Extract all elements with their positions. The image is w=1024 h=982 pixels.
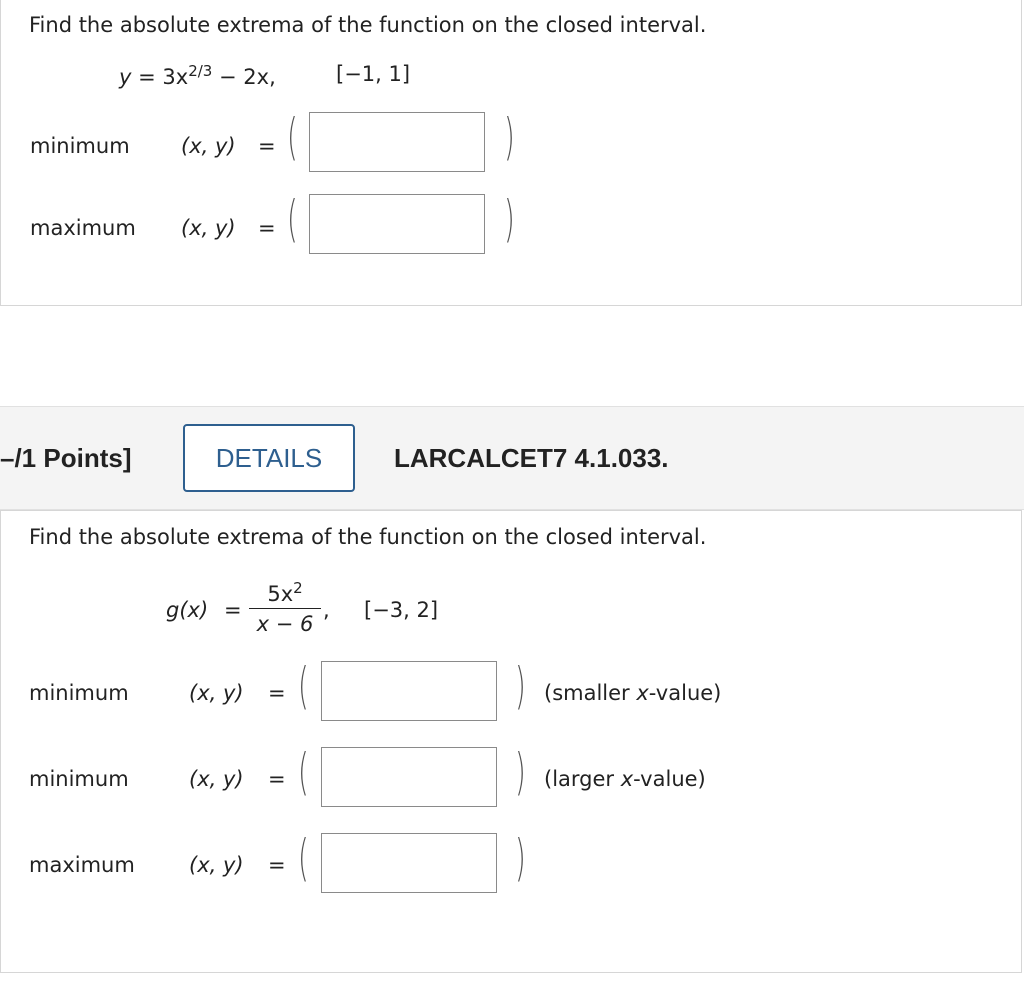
problem-2-fraction: $5x^2$ x − 6 bbox=[249, 579, 321, 636]
open-paren-icon: ( bbox=[298, 743, 309, 801]
problem-2-row-2-label: minimum bbox=[29, 767, 129, 791]
close-paren-icon: ) bbox=[515, 743, 526, 801]
problem-1-row-1-equals: = bbox=[258, 134, 276, 158]
open-paren-icon: ( bbox=[287, 108, 298, 166]
problem-1-minimum-input[interactable] bbox=[309, 112, 485, 172]
problem-1-row-2-equals: = bbox=[258, 216, 276, 240]
problem-2-minimum-smaller-input[interactable] bbox=[321, 661, 497, 721]
open-paren-icon: ( bbox=[298, 829, 309, 887]
problem-1-row-1-xy: (x, y) bbox=[181, 134, 236, 158]
problem-1-row-2-label: maximum bbox=[30, 216, 136, 240]
problem-1-prompt: Find the absolute extrema of the function on the closed interval. bbox=[29, 13, 707, 37]
problem-1-row-1-label: minimum bbox=[30, 134, 130, 158]
problem-2-comma: , bbox=[323, 598, 330, 622]
problem-1-function: $y = 3x^{2/3} - 2x$, bbox=[119, 62, 276, 89]
open-paren-icon: ( bbox=[298, 657, 309, 715]
problem-2-function-equals: = bbox=[224, 598, 242, 622]
problem-2-row-3-xy: (x, y) bbox=[189, 853, 244, 877]
problem-2-row-1-xy: (x, y) bbox=[189, 681, 244, 705]
problem-2-row-1-label: minimum bbox=[29, 681, 129, 705]
problem-2-row-1-equals: = bbox=[268, 681, 286, 705]
problem-2-function-lhs: g(x) bbox=[166, 598, 209, 622]
problem-2-maximum-input[interactable] bbox=[321, 833, 497, 893]
points-label: –/1 Points] bbox=[0, 443, 132, 473]
problem-2-row-2-note: (larger x-value) bbox=[544, 767, 706, 791]
problem-1-card bbox=[0, 0, 1022, 306]
close-paren-icon: ) bbox=[515, 657, 526, 715]
open-paren-icon: ( bbox=[287, 190, 298, 248]
close-paren-icon: ) bbox=[504, 190, 515, 248]
problem-2-row-2-equals: = bbox=[268, 767, 286, 791]
problem-1-row-2-xy: (x, y) bbox=[181, 216, 236, 240]
problem-2-card bbox=[0, 510, 1022, 973]
problem-2-row-3-label: maximum bbox=[29, 853, 135, 877]
problem-2-row-2-xy: (x, y) bbox=[189, 767, 244, 791]
problem-reference: LARCALCET7 4.1.033. bbox=[394, 443, 669, 473]
problem-2-interval: [−3, 2] bbox=[364, 598, 439, 622]
problem-2-row-1-note: (smaller x-value) bbox=[544, 681, 722, 705]
problem-2-row-3-equals: = bbox=[268, 853, 286, 877]
close-paren-icon: ) bbox=[504, 108, 515, 166]
problem-1-maximum-input[interactable] bbox=[309, 194, 485, 254]
problem-1-interval: [−1, 1] bbox=[336, 62, 411, 86]
problem-2-minimum-larger-input[interactable] bbox=[321, 747, 497, 807]
details-button[interactable]: DETAILS bbox=[183, 424, 355, 492]
problem-2-prompt: Find the absolute extrema of the function on the closed interval. bbox=[29, 525, 707, 549]
close-paren-icon: ) bbox=[515, 829, 526, 887]
